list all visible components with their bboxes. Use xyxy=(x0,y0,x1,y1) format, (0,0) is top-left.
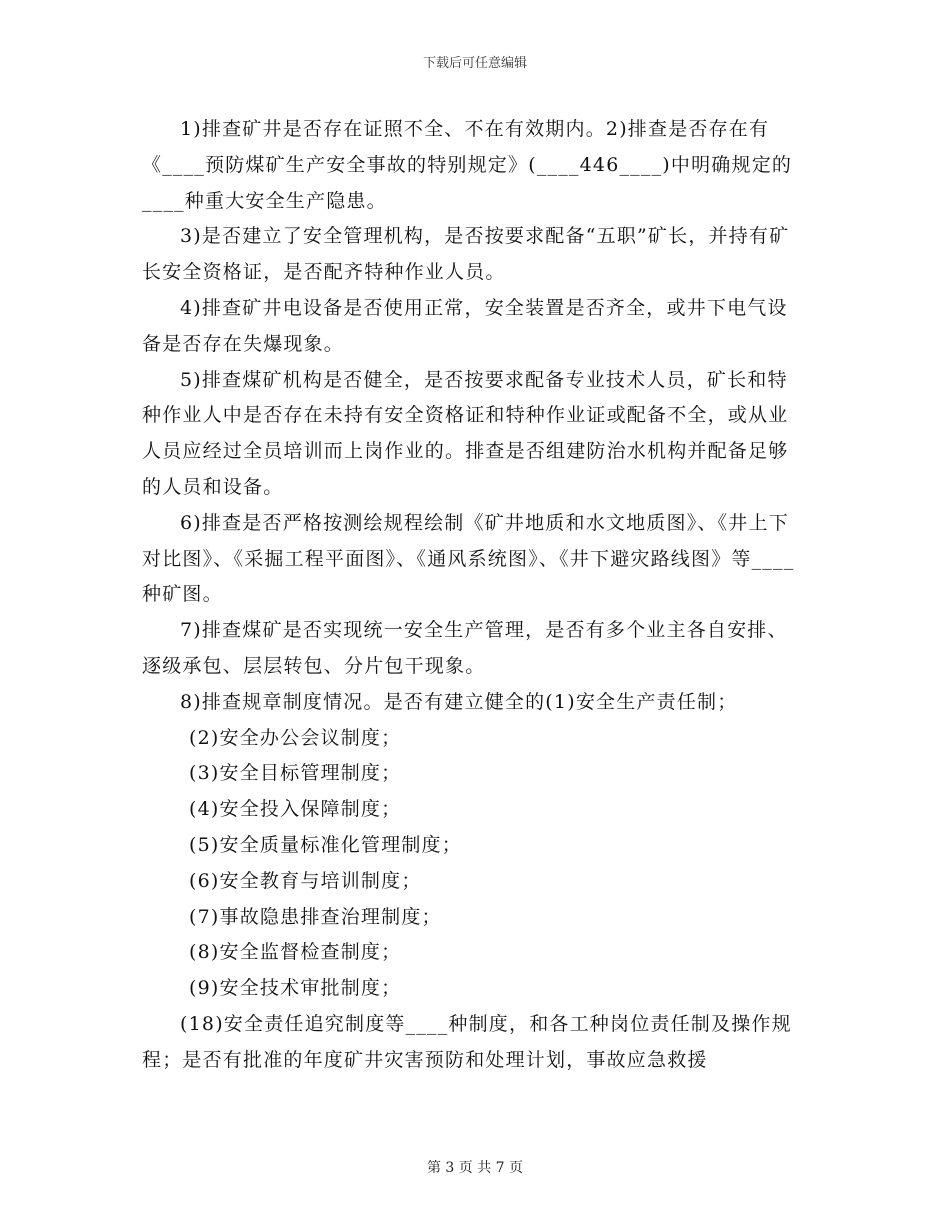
paragraph-5: 5)排查煤矿机构是否健全，是否按要求配备专业技术人员，矿长和特种作业人中是否存在未持有安全资格证和特种作业证或配备不全，或从业人员应经过全员培训而上岗作业的。排查是否组建防治水机构并配备足够的人员和设备。 xyxy=(142,368,789,498)
paragraph-3: 3)是否建立了安全管理机构，是否按要求配备“五职”矿长，并持有矿长安全资格证，是否配齐特种作业人员。 xyxy=(142,225,790,284)
list-item: (2)安全办公会议制度； xyxy=(189,726,402,749)
list-item: (9)安全技术审批制度； xyxy=(189,977,402,1000)
list-item: (8)安全监督检查制度； xyxy=(189,941,402,964)
page-header: 下载后可任意编辑 xyxy=(422,56,527,71)
list-item: (3)安全目标管理制度； xyxy=(189,762,402,785)
list-item: (5)安全质量标准化管理制度； xyxy=(189,833,462,856)
paragraph-1: 1)排查矿井是否存在证照不全、不在有效期内。2)排查是否存在有《____预防煤矿生产安全事故的特别规定》(____446____)中明确规定的____种重大安全生产隐患。 xyxy=(142,118,793,212)
list-item: (7)事故隐患排查治理制度； xyxy=(189,905,442,928)
paragraph-final: (18)安全责任追究制度等____种制度，和各工种岗位责任制及操作规程；是否有批准的年度矿井灾害预防和处理计划，事故应急救援 xyxy=(142,1012,792,1071)
document-body xyxy=(142,112,802,1079)
paragraph-6: 6)排查是否严格按测绘规程绘制《矿井地质和水文地质图》、《井上下对比图》、《采掘工程平面图》、《通风系统图》、《井下避灾路线图》等____种矿图。 xyxy=(142,511,795,606)
page-number: 第 3 页 共 7 页 xyxy=(426,1160,524,1176)
list-item: (6)安全教育与培训制度； xyxy=(189,869,422,892)
list-item: (4)安全投入保障制度； xyxy=(189,798,402,821)
paragraph-4: 4)排查矿井电设备是否使用正常，安全装置是否齐全，或井下电气设备是否存在失爆现象。 xyxy=(142,296,788,355)
paragraph-8: 8)排查规章制度情况。是否有建立健全的(1)安全生产责任制； xyxy=(180,690,738,713)
paragraph-7: 7)排查煤矿是否实现统一安全生产管理，是否有多个业主各自安排、逐级承包、层层转包、分片包干现象。 xyxy=(142,619,788,677)
